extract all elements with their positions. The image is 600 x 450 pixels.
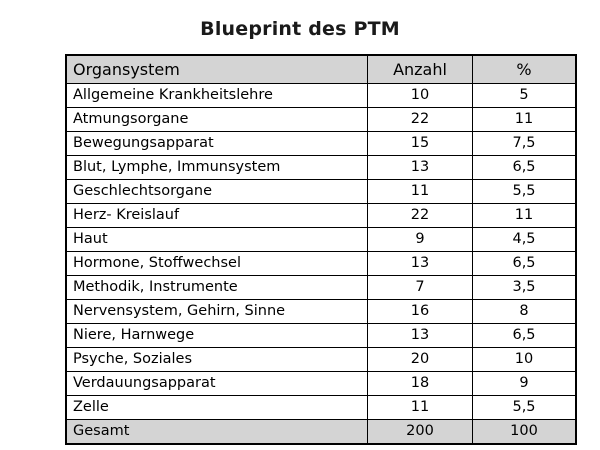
cell-prozent: 6,5 — [473, 156, 577, 180]
table-row — [66, 108, 576, 132]
cell-prozent: 4,5 — [473, 228, 577, 252]
cell-prozent: 11 — [473, 108, 577, 132]
cell-organsystem: Zelle — [66, 396, 368, 420]
cell-anzahl: 11 — [368, 396, 473, 420]
table-row — [66, 180, 576, 204]
table-header — [66, 55, 576, 84]
cell-anzahl: 18 — [368, 372, 473, 396]
cell-anzahl: 22 — [368, 204, 473, 228]
cell-anzahl: 9 — [368, 228, 473, 252]
table-row — [66, 228, 576, 252]
cell-anzahl: 16 — [368, 300, 473, 324]
cell-organsystem: Herz- Kreislauf — [66, 204, 368, 228]
cell-organsystem: Psyche, Soziales — [66, 348, 368, 372]
cell-prozent: 6,5 — [473, 252, 577, 276]
cell-prozent: 5 — [473, 84, 577, 108]
table-row — [66, 396, 576, 420]
table-row — [66, 372, 576, 396]
page-title: Blueprint des PTM — [200, 18, 400, 40]
cell-prozent: 11 — [473, 204, 577, 228]
cell-organsystem: Haut — [66, 228, 368, 252]
cell-prozent: 8 — [473, 300, 577, 324]
blueprint-table — [65, 54, 577, 445]
cell-organsystem: Atmungsorgane — [66, 108, 368, 132]
column-header-organsystem: Organsystem — [66, 55, 368, 84]
cell-organsystem: Verdauungsapparat — [66, 372, 368, 396]
cell-prozent: 3,5 — [473, 276, 577, 300]
cell-organsystem: Geschlechtsorgane — [66, 180, 368, 204]
table-row — [66, 348, 576, 372]
table-row — [66, 84, 576, 108]
cell-organsystem: Hormone, Stoffwechsel — [66, 252, 368, 276]
cell-anzahl: 13 — [368, 252, 473, 276]
cell-prozent: 9 — [473, 372, 577, 396]
column-header-anzahl: Anzahl — [368, 55, 473, 84]
cell-organsystem: Methodik, Instrumente — [66, 276, 368, 300]
cell-prozent: 7,5 — [473, 132, 577, 156]
cell-organsystem: Niere, Harnwege — [66, 324, 368, 348]
cell-organsystem: Bewegungsapparat — [66, 132, 368, 156]
cell-total-prozent: 100 — [473, 420, 577, 445]
cell-anzahl: 10 — [368, 84, 473, 108]
cell-organsystem: Allgemeine Krankheitslehre — [66, 84, 368, 108]
cell-anzahl: 22 — [368, 108, 473, 132]
table-row — [66, 156, 576, 180]
cell-anzahl: 20 — [368, 348, 473, 372]
cell-prozent: 6,5 — [473, 324, 577, 348]
table-header-row — [66, 55, 576, 84]
column-header-prozent: % — [473, 55, 577, 84]
cell-anzahl: 11 — [368, 180, 473, 204]
cell-prozent: 10 — [473, 348, 577, 372]
cell-anzahl: 7 — [368, 276, 473, 300]
cell-anzahl: 15 — [368, 132, 473, 156]
table-row — [66, 132, 576, 156]
cell-total-label: Gesamt — [66, 420, 368, 445]
cell-total-anzahl: 200 — [368, 420, 473, 445]
cell-prozent: 5,5 — [473, 396, 577, 420]
cell-anzahl: 13 — [368, 324, 473, 348]
cell-organsystem: Nervensystem, Gehirn, Sinne — [66, 300, 368, 324]
table-row — [66, 324, 576, 348]
table-container — [65, 54, 538, 445]
table-total-row — [66, 420, 576, 445]
table-body — [66, 84, 576, 445]
cell-organsystem: Blut, Lymphe, Immunsystem — [66, 156, 368, 180]
table-row — [66, 276, 576, 300]
table-row — [66, 300, 576, 324]
cell-anzahl: 13 — [368, 156, 473, 180]
table-row — [66, 252, 576, 276]
cell-prozent: 5,5 — [473, 180, 577, 204]
table-row — [66, 204, 576, 228]
